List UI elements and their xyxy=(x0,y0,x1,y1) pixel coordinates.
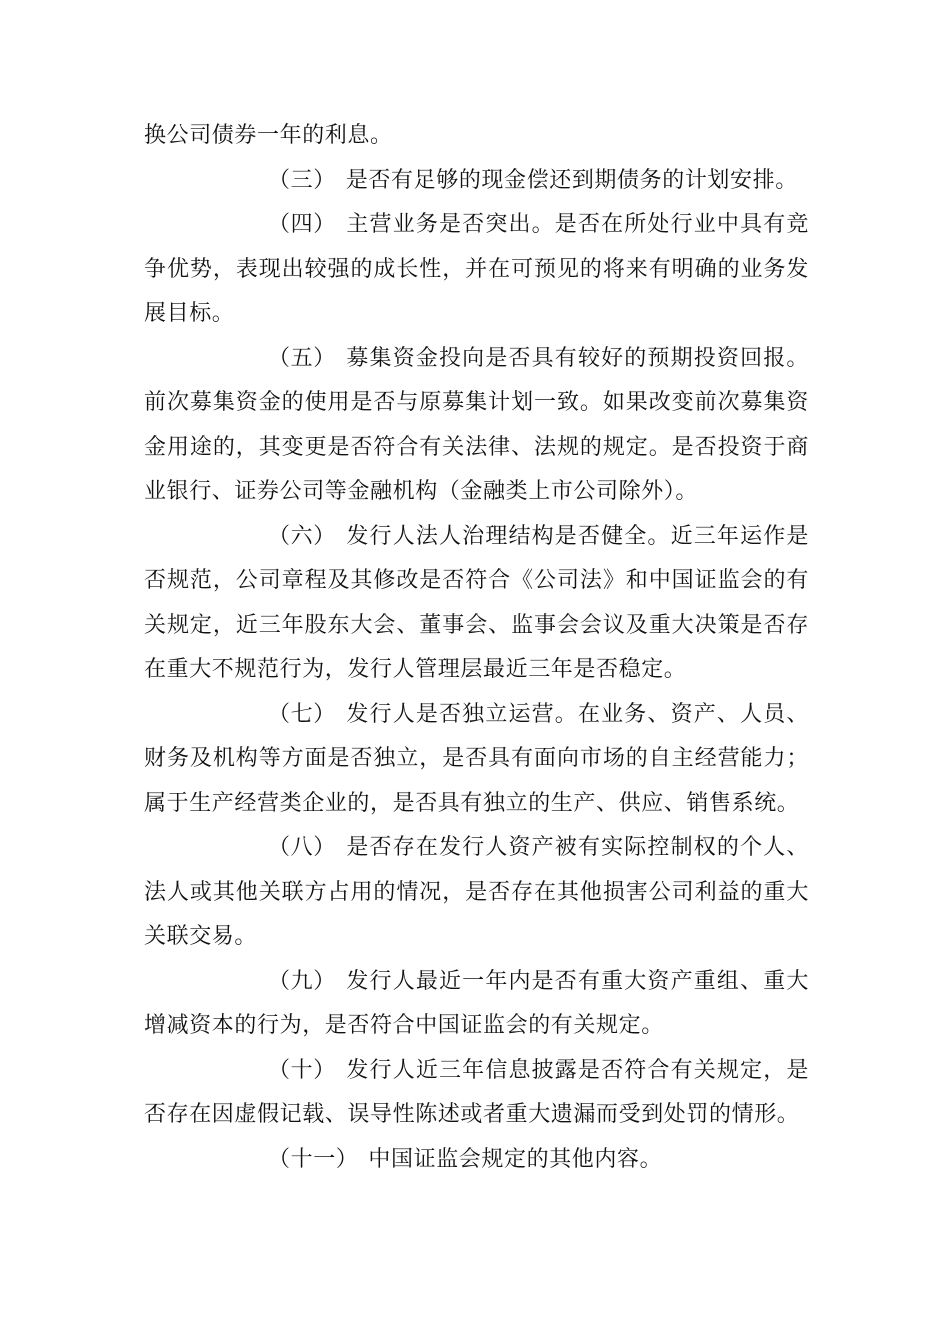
item-number: （六） xyxy=(268,523,336,549)
paragraph-item-8 xyxy=(144,826,809,960)
paragraph-text: 发行人最近一年内是否有重大资产重组、重大增减资本的行为，是否符合中国证监会的有关规定。 xyxy=(144,968,809,1038)
item-number: （七） xyxy=(268,701,336,727)
item-number: （十一） xyxy=(268,1146,359,1172)
paragraph-text: 募集资金投向是否具有较好的预期投资回报。前次募集资金的使用是否与原募集计划一致。如果改变前次募集资金用途的，其变更是否符合有关法律、法规的规定。是否投资于商业银行、证券公司等金融机构（金融类上市公司除外）。 xyxy=(144,345,809,504)
paragraph-item-9 xyxy=(144,960,809,1049)
paragraph-item-6 xyxy=(144,515,809,693)
paragraph-item-4 xyxy=(144,203,809,337)
paragraph-text: 换公司债券一年的利息。 xyxy=(144,123,393,148)
paragraph-item-10 xyxy=(144,1049,809,1138)
paragraph-text: 发行人是否独立运营。在业务、资产、人员、财务及机构等方面是否独立，是否具有面向市场的自主经营能力；属于生产经营类企业的，是否具有独立的生产、供应、销售系统。 xyxy=(144,701,809,816)
item-number: （九） xyxy=(268,968,336,994)
paragraph-text: 发行人法人治理结构是否健全。近三年运作是否规范，公司章程及其修改是否符合《公司法》和中国证监会的有关规定，近三年股东大会、董事会、监事会会议及重大决策是否存在重大不规范行为，发行人管理层最近三年是否稳定。 xyxy=(144,523,809,682)
paragraph-text: 是否有足够的现金偿还到期债务的计划安排。 xyxy=(345,167,798,193)
paragraph-text: 发行人近三年信息披露是否符合有关规定，是否存在因虚假记载、误导性陈述或者重大遗漏而受到处罚的情形。 xyxy=(144,1057,809,1127)
item-number: （四） xyxy=(268,212,336,237)
paragraph-item-5 xyxy=(144,337,809,515)
item-number: （五） xyxy=(268,345,336,371)
document-body xyxy=(144,114,809,1182)
paragraph-continuation xyxy=(144,114,809,159)
item-number: （三） xyxy=(268,167,336,193)
paragraph-item-3 xyxy=(144,159,809,204)
paragraph-item-11 xyxy=(144,1138,809,1183)
paragraph-text: 主营业务是否突出。是否在所处行业中具有竞争优势，表现出较强的成长性，并在可预见的将来有明确的业务发展目标。 xyxy=(144,212,809,326)
paragraph-text: 中国证监会规定的其他内容。 xyxy=(368,1146,663,1172)
item-number: （十） xyxy=(268,1057,336,1083)
item-number: （八） xyxy=(268,835,336,860)
paragraph-item-7 xyxy=(144,693,809,827)
paragraph-text: 是否存在发行人资产被有实际控制权的个人、法人或其他关联方占用的情况，是否存在其他损害公司利益的重大关联交易。 xyxy=(144,835,809,949)
